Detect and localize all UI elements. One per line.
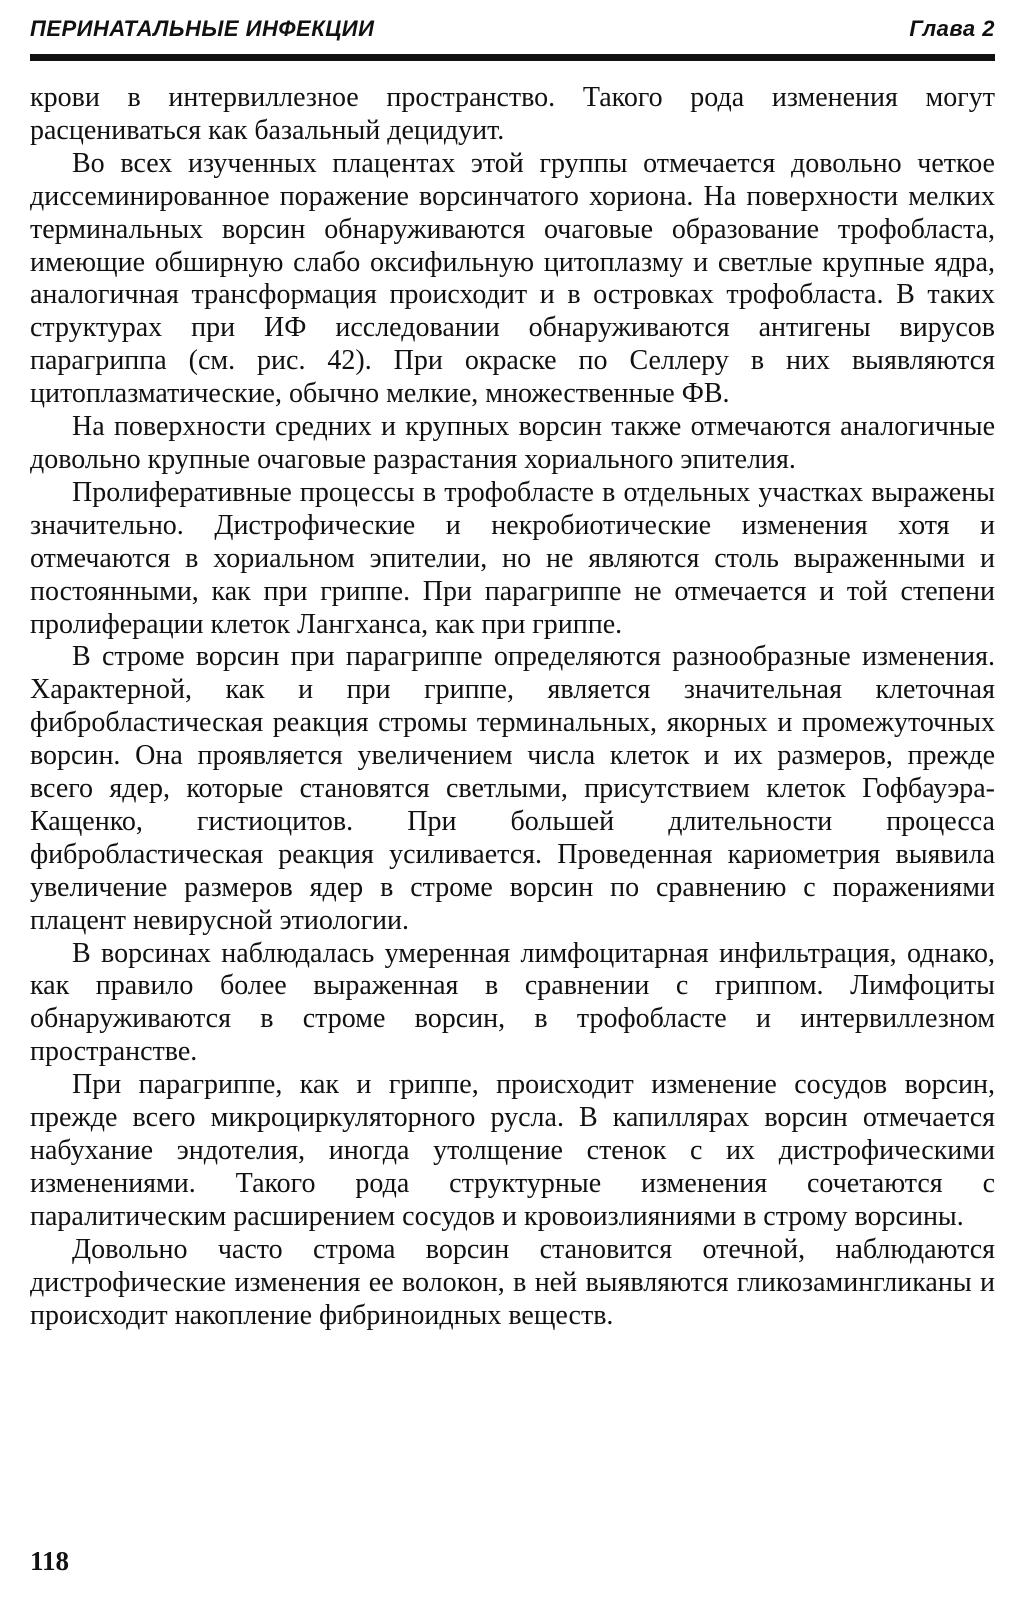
- paragraph: В строме ворсин при парагриппе определяются разнообразные изменения. Характерной, как и при гриппе, является значительная клеточная фибробластическая реакция стромы терминальных, якорных и промежуточных ворсин. Она проявляется увеличением числа клеток и их размеров, прежде всего ядер, которые становятся светлыми, присутствием клеток Гофбауэра-Кащенко, гистиоцитов. При большей длительности процесса фибробластическая реакция усиливается. Проведенная кариометрия выявила увеличение размеров ядер в строме ворсин по сравнению с поражениями плацент невирусной этиологии.: [30, 641, 995, 936]
- paragraph: Довольно часто строма ворсин становится отечной, наблюдаются дистрофические изменения ее волокон, в ней выявляются гликозамингликаны и происходит накопление фибриноидных веществ.: [30, 1233, 995, 1331]
- paragraph: Пролиферативные процессы в трофобласте в отдельных участках выражены значительно. Дистрофические и некробиотические изменения хотя и отмечаются в хориальном эпителии, но не являются столь выраженными и постоянными, как при гриппе. При парагриппе не отмечается и той степени пролиферации клеток Лангханса, как при гриппе.: [30, 476, 995, 640]
- page-number: 118: [30, 1546, 70, 1576]
- paragraph: Во всех изученных плацентах этой группы отмечается довольно четкое диссеминированное поражение ворсинчатого хориона. На поверхности мелких терминальных ворсин обнаруживаются очаговые образование трофобласта, имеющие обширную слабо оксифильную цитоплазму и светлые крупные ядра, аналогичная трансформация происходит и в островках трофобласта. В таких структурах при ИФ исследовании обнаруживаются антигены вирусов парагриппа (см. рис. 42). При окраске по Селлеру в них выявляются цитоплазматические, обычно мелкие, множественные ФВ.: [30, 147, 995, 410]
- body-text: [30, 82, 995, 1332]
- running-head: [30, 14, 995, 48]
- paragraph-continuation: крови в интервиллезное пространство. Такого рода изменения могут расцениваться как базальный децидуит.: [30, 82, 995, 146]
- chapter-label: Глава 2: [909, 16, 995, 41]
- header-rule: [30, 54, 995, 61]
- paragraph: При парагриппе, как и гриппе, происходит изменение сосудов ворсин, прежде всего микроциркуляторного русла. В капиллярах ворсин отмечается набухание эндотелия, иногда утолщение стенок с их дистрофическими изменениями. Такого рода структурные изменения сочетаются с паралитическим расширением сосудов и кровоизлияниями в строму ворсины.: [30, 1069, 995, 1232]
- paragraph: На поверхности средних и крупных ворсин также отмечаются аналогичные довольно крупные очаговые разрастания хориального эпителия.: [30, 411, 995, 475]
- book-title: ПЕРИНАТАЛЬНЫЕ ИНФЕКЦИИ: [30, 16, 375, 41]
- paragraph: В ворсинах наблюдалась умеренная лимфоцитарная инфильтрация, однако, как правило более выраженная в сравнении с гриппом. Лимфоциты обнаруживаются в строме ворсин, в трофобласте и интервиллезном пространстве.: [30, 937, 995, 1068]
